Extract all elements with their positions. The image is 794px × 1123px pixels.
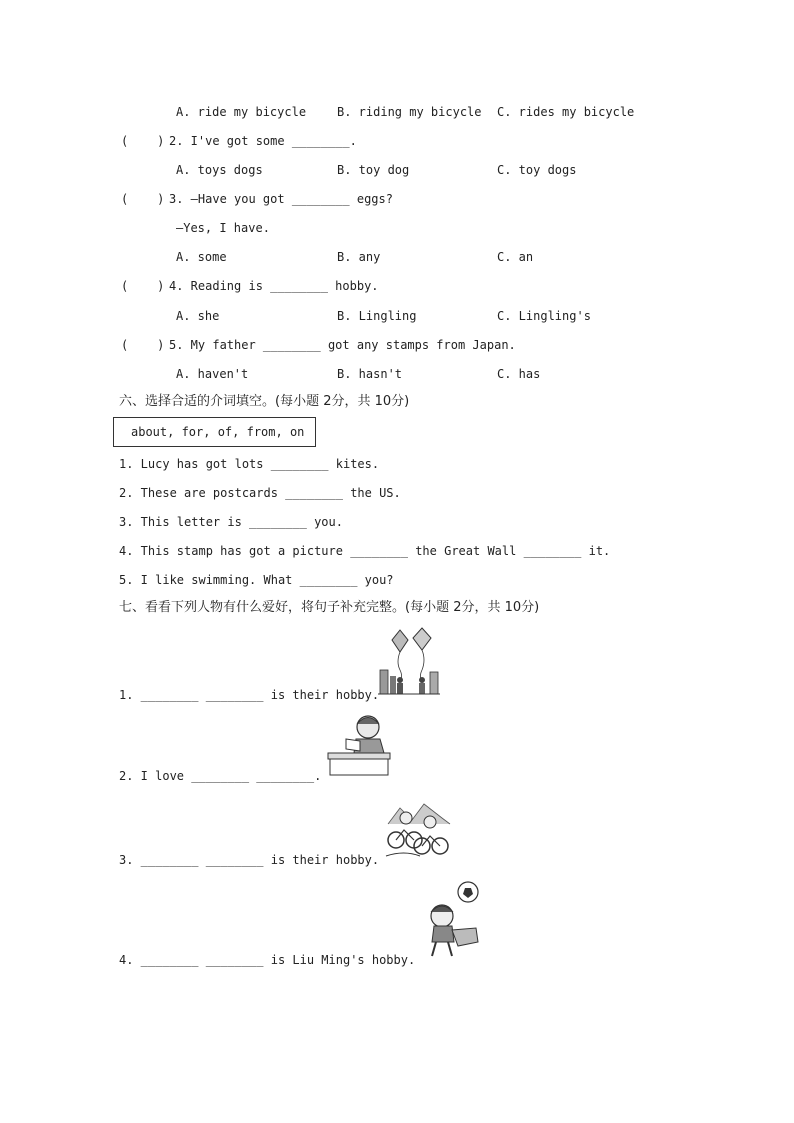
s7-item-3: 3. ________ ________ is their hobby. [119, 853, 380, 867]
q1-option-c: C. rides my bicycle [497, 105, 635, 119]
cycling-picture [384, 796, 452, 860]
q4-option-a: A. she [176, 309, 220, 323]
football-picture [418, 880, 482, 960]
q5-option-a: A. haven't [176, 367, 249, 381]
q2-option-a: A. toys dogs [176, 163, 263, 177]
kites-picture [378, 626, 440, 696]
section6-heading: 六、选择合适的介词填空。(每小题 2分，共 10分) [119, 394, 410, 409]
s7-item-2: 2. I love ________ ________. [119, 769, 322, 783]
s6-item-5: 5. I like swimming. What ________ you? [119, 573, 394, 587]
s6-item-4: 4. This stamp has got a picture ________ the Great Wall ________ it. [119, 544, 611, 558]
reading-picture [326, 711, 394, 777]
q5-option-b: B. hasn't [337, 367, 403, 381]
q2-option-b: B. toy dog [337, 163, 410, 177]
q3-answer-paren: ( ) [121, 192, 165, 206]
q3-option-b: B. any [337, 250, 381, 264]
word-box-text: about, for, of, from, on [131, 425, 305, 439]
q3-stem: 3. —Have you got ________ eggs? [169, 192, 393, 206]
q3-option-a: A. some [176, 250, 227, 264]
q1-option-b: B. riding my bicycle [337, 105, 482, 119]
q2-answer-paren: ( ) [121, 134, 165, 148]
q5-stem: 5. My father ________ got any stamps from Japan. [169, 338, 516, 352]
q4-answer-paren: ( ) [121, 279, 165, 293]
q4-option-b: B. Lingling [337, 309, 417, 323]
section7-heading: 七、看看下列人物有什么爱好，将句子补充完整。(每小题 2分，共 10分) [119, 600, 540, 615]
s7-item-4: 4. ________ ________ is Liu Ming's hobby. [119, 953, 416, 967]
s6-item-3: 3. This letter is ________ you. [119, 515, 343, 529]
q3-option-c: C. an [497, 250, 534, 264]
q5-option-c: C. has [497, 367, 541, 381]
q5-answer-paren: ( ) [121, 338, 165, 352]
q2-option-c: C. toy dogs [497, 163, 577, 177]
q4-option-c: C. Lingling's [497, 309, 591, 323]
q4-stem: 4. Reading is ________ hobby. [169, 279, 379, 293]
q2-stem: 2. I've got some ________. [169, 134, 357, 148]
s7-item-1: 1. ________ ________ is their hobby. [119, 688, 380, 702]
s6-item-1: 1. Lucy has got lots ________ kites. [119, 457, 380, 471]
s6-item-2: 2. These are postcards ________ the US. [119, 486, 401, 500]
q1-option-a: A. ride my bicycle [176, 105, 307, 119]
q3-reply: —Yes, I have. [176, 221, 270, 235]
